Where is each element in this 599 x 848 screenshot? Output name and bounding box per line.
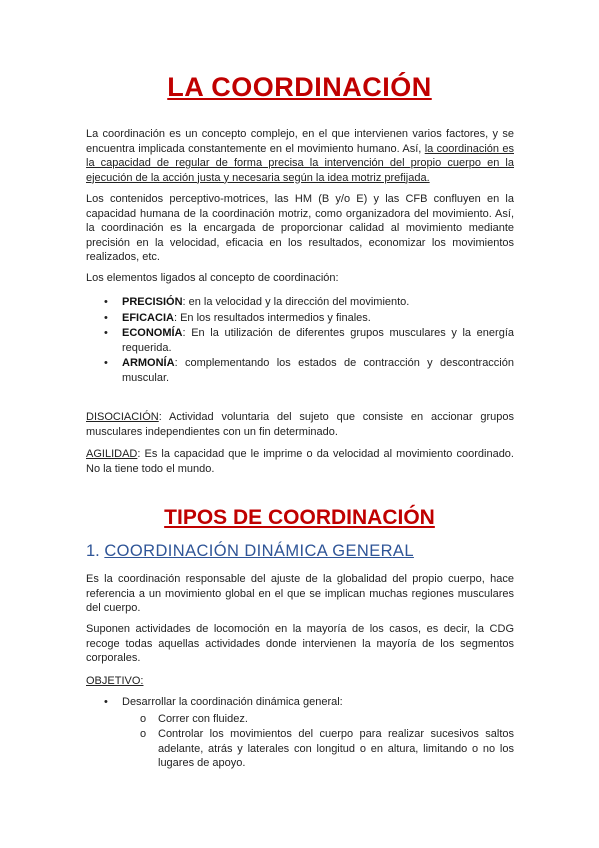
objetivo-sublist [122, 712, 514, 771]
bullet-icon: • [104, 696, 108, 708]
objetivo-label-text: OBJETIVO: [86, 675, 144, 687]
list-item [86, 295, 514, 310]
elements-list [86, 295, 514, 386]
bullet-icon: • [104, 357, 108, 369]
circle-bullet-icon: o [140, 728, 147, 740]
list-item [122, 712, 514, 727]
element-text: : complementando los estados de contracción y descontracción muscular. [122, 357, 514, 384]
bullet-icon: • [104, 296, 108, 308]
element-term: EFICACIA [122, 311, 174, 324]
objetivo-sub-text: Controlar los movimientos del cuerpo para realizar sucesivos saltos adelante, atrás y laterales con longitud o en altura, limitando o no los lugares de apoyo. [158, 728, 514, 769]
list-item [86, 326, 514, 355]
circle-bullet-icon: o [140, 712, 147, 725]
list-item [86, 695, 514, 771]
bullet-icon: • [104, 311, 108, 324]
bullet-icon: • [104, 327, 108, 339]
objetivo-sub-text: Correr con fluidez. [158, 712, 248, 725]
main-title: LA COORDINACIÓN [167, 72, 432, 102]
cdg-paragraph-1: Es la coordinación responsable del ajuste de la globalidad del propio cuerpo, hace referencia a un movimiento global en el que se implican muchas regiones musculares del cuerpo. [86, 573, 514, 614]
disociacion-text: : Actividad voluntaria del sujeto que consiste en accionar grupos musculares independientes con un fin determinado. [86, 411, 514, 438]
subsection-title: COORDINACIÓN DINÁMICA GENERAL [104, 542, 414, 560]
paragraph-elementos-intro: Los elementos ligados al concepto de coordinación: [86, 272, 339, 284]
element-term: ECONOMÍA [122, 327, 183, 339]
intro-text: La coordinación es un concepto complejo, en el que intervienen varios factores, y se encuentra implicada constantemente en el movimiento humano. Así, [86, 128, 514, 155]
objetivo-main: Desarrollar la coordinación dinámica general: [122, 696, 343, 708]
subsection-heading [86, 542, 414, 561]
section-title: TIPOS DE COORDINACIÓN [164, 506, 435, 529]
element-text: : En los resultados intermedios y finales. [173, 311, 371, 324]
list-item [86, 356, 514, 385]
element-term: ARMONÍA [122, 357, 175, 369]
objetivo-label [86, 674, 514, 689]
intro-paragraph [86, 127, 514, 185]
element-term: PRECISIÓN [122, 296, 183, 308]
paragraph-contenidos: Los contenidos perceptivo-motrices, las HM (B y/o E) y las CFB confluyen en la capacidad humana de la coordinación motriz, como organizadora del movimiento. Así, la coordinación es la encargada de proporcionar calidad al movimiento mediante precisión en la velocidad, eficacia en los resultados, economizar los movimientos realizados, etc. [86, 193, 514, 263]
element-text: : En la utilización de diferentes grupos musculares y la energía requerida. [122, 327, 514, 354]
objetivo-list [86, 695, 514, 772]
subsection-number: 1. [86, 542, 100, 560]
element-text: : en la velocidad y la dirección del movimiento. [182, 296, 410, 308]
agilidad-text: : Es la capacidad que le imprime o da velocidad al movimiento coordinado. No la tiene todo el mundo. [86, 448, 514, 475]
agilidad-paragraph [86, 447, 514, 476]
disociacion-paragraph [86, 410, 514, 439]
list-item [86, 311, 514, 326]
agilidad-term: AGILIDAD [86, 448, 138, 460]
intro-definition: la coordinación es la capacidad de regular de forma precisa la intervención del propio cuerpo en la ejecución de la acción justa y necesaria según la idea motriz prefijada. [86, 142, 514, 184]
cdg-paragraph-2: Suponen actividades de locomoción en la mayoría de los casos, es decir, la CDG recoge todas aquellas actividades donde intervienen la mayoría de los segmentos corporales. [86, 623, 514, 664]
list-item [122, 727, 514, 771]
disociacion-term: DISOCIACIÓN [86, 411, 159, 423]
